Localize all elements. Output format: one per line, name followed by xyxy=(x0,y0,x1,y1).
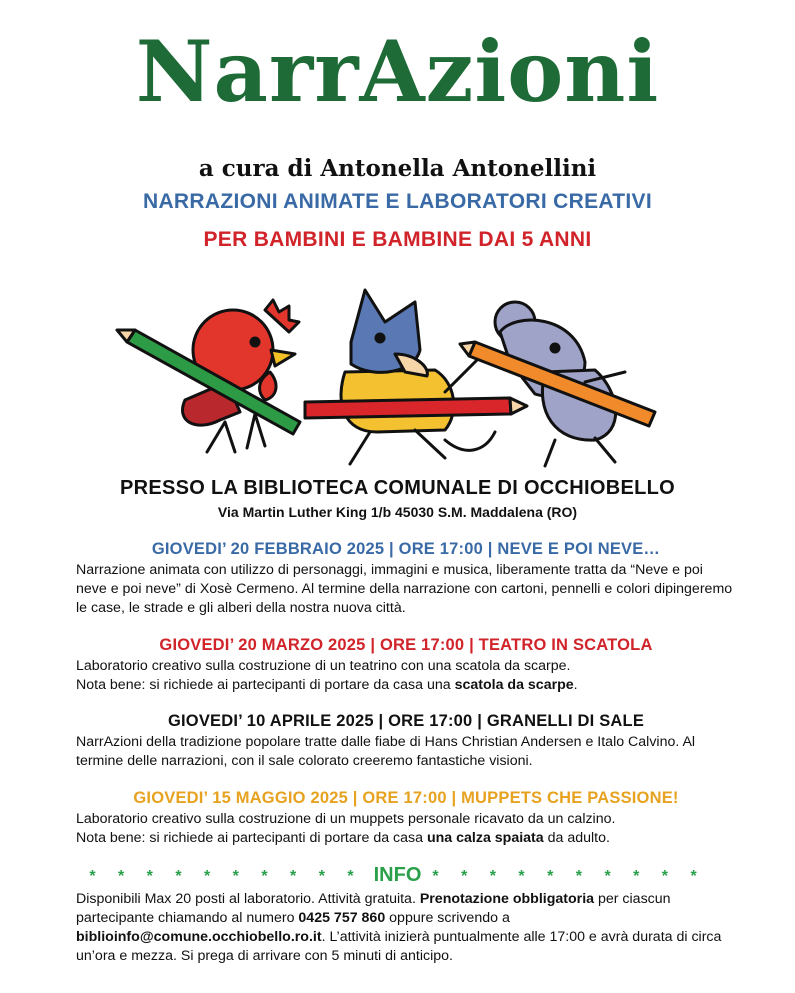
info-text-part: oppure scrivendo a xyxy=(385,910,510,926)
info-text-part: Disponibili Max 20 posti al laboratorio. Attività gratuita. xyxy=(76,891,420,907)
event-may xyxy=(76,789,736,848)
event-note-highlight: scatola da scarpe xyxy=(454,677,574,693)
page-title: NarrAzioni xyxy=(135,22,660,121)
event-description xyxy=(76,657,736,695)
event-april xyxy=(76,712,736,771)
event-note-text: Nota bene: si richiede ai partecipanti di portare da casa xyxy=(76,830,427,846)
event-february xyxy=(76,540,736,618)
event-heading: GIOVEDI’ 20 FEBBRAIO 2025 | ORE 17:00 | NEVE E POI NEVE… xyxy=(151,540,661,558)
subtitle-activities: NARRAZIONI ANIMATE E LABORATORI CREATIVI xyxy=(143,190,652,213)
event-description-line1: Laboratorio creativo sulla costruzione di un teatrino con una scatola da scarpe. xyxy=(76,658,571,674)
event-note-text: Nota bene: si richiede ai partecipanti di portare da casa una xyxy=(76,677,455,693)
subtitle-audience: PER BAMBINI E BAMBINE DAI 5 ANNI xyxy=(203,228,592,251)
event-description: NarrAzioni della tradizione popolare tratte dalle fiabe di Hans Christian Andersen e Italo Calvino. Al termine delle narrazioni, con il sale colorato creeremo fantastiche visioni. xyxy=(76,734,696,769)
event-heading: GIOVEDI’ 15 MAGGIO 2025 | ORE 17:00 | MUPPETS CHE PASSIONE! xyxy=(133,789,679,807)
info-text xyxy=(76,890,736,966)
event-description-line1: Laboratorio creativo sulla costruzione di un muppets personale ricavato da un calzino. xyxy=(76,811,616,827)
venue-heading: PRESSO LA BIBLIOTECA COMUNALE DI OCCHIOBELLO xyxy=(119,477,676,499)
info-text-part: . L’attività inizierà puntualmente alle 17:00 e avrà durata di circa un’ora e mezza. Si prega di arrivare con 5 minuti di anticipo. xyxy=(76,929,722,964)
info-divider xyxy=(0,864,795,887)
info-phone: 0425 757 860 xyxy=(298,910,386,926)
venue-address: Via Martin Luther King 1/b 45030 S.M. Maddalena (RO) xyxy=(217,504,578,520)
info-stars-left: * * * * * * * * * * xyxy=(89,868,363,885)
info-booking-required: Prenotazione obbligatoria xyxy=(419,891,595,907)
mouse-figure xyxy=(445,302,655,466)
event-heading: GIOVEDI’ 10 APRILE 2025 | ORE 17:00 | GRANELLI DI SALE xyxy=(167,712,645,730)
event-note-end: . xyxy=(573,677,578,693)
event-heading: GIOVEDI’ 20 MARZO 2025 | ORE 17:00 | TEATRO IN SCATOLA xyxy=(159,636,653,654)
info-email: biblioinfo@comune.occhiobello.ro.it xyxy=(76,929,322,945)
info-text-part: per ciascun partecipante chiamando al numero xyxy=(76,891,671,926)
info-stars-right: * * * * * * * * * * xyxy=(432,868,706,885)
event-march xyxy=(76,636,736,695)
event-note-end: da adulto. xyxy=(543,830,610,846)
event-description xyxy=(76,810,736,848)
event-note-highlight: una calza spaiata xyxy=(426,830,544,846)
info-label: INFO xyxy=(373,864,422,886)
event-description: Narrazione animata con utilizzo di personaggi, immagini e musica, liberamente tratta da “Neve e poi neve e poi neve” di Xosè Cermeno. Al termine della narrazione con cartoni, pennelli e colori dipingeremo le case, le strade e gli alberi della nostra nuova città. xyxy=(76,562,733,616)
curator-line: a cura di Antonella Antonellini xyxy=(198,155,597,182)
animals-with-pencils-illustration xyxy=(115,272,675,472)
hen-figure xyxy=(117,300,300,452)
cat-figure xyxy=(305,290,527,464)
